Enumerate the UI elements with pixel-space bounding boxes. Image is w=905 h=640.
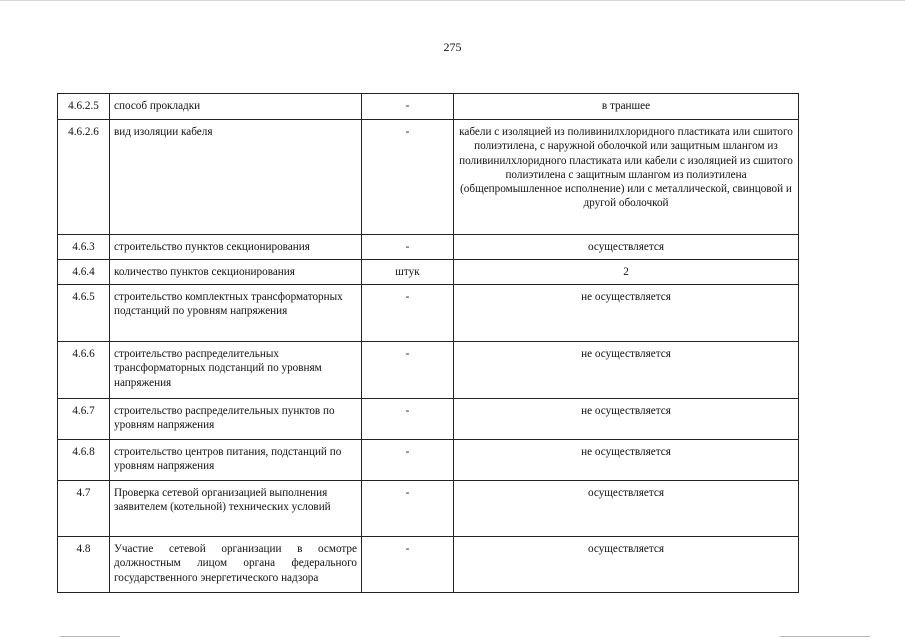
row-name: Участие сетевой организации в осмотре должностным лицом органа федерального государственного энергетического надзора [110,537,362,593]
row-number: 4.6.4 [58,260,110,285]
row-number: 4.6.8 [58,440,110,481]
table-row [58,260,799,285]
row-number: 4.6.3 [58,235,110,260]
table-row [58,120,799,235]
row-unit: штук [362,260,454,285]
row-name: способ прокладки [110,94,362,120]
row-number: 4.6.5 [58,285,110,342]
specification-table [57,93,799,593]
row-unit: - [362,537,454,593]
row-name: строительство пунктов секционирования [110,235,362,260]
row-unit: - [362,285,454,342]
row-value: 2 [454,260,799,285]
row-number: 4.6.6 [58,342,110,399]
row-value: не осуществляется [454,285,799,342]
row-value: не осуществляется [454,440,799,481]
row-unit: - [362,235,454,260]
row-value: кабели с изоляцией из поливинилхлоридного пластиката или сшитого полиэтилена, с наружной оболочкой или защитным шлангом из поливинилхлоридного пластиката или кабели с изоляцией из сшитого полиэтилена с защитным шлангом из полиэтилена (общепромышленное исполнение) или с металлической, свинцовой и другой оболочкой [454,120,799,235]
table-row [58,285,799,342]
row-name: вид изоляции кабеля [110,120,362,235]
row-number: 4.8 [58,537,110,593]
row-name: строительство распределительных трансформаторных подстанций по уровням напряжения [110,342,362,399]
page-number: 275 [443,40,462,54]
row-name: Проверка сетевой организацией выполнения заявителем (котельной) технических условий [110,481,362,537]
row-number: 4.6.7 [58,399,110,440]
table-row [58,399,799,440]
row-value: в траншее [454,94,799,120]
row-name: количество пунктов секционирования [110,260,362,285]
row-unit: - [362,342,454,399]
row-unit: - [362,120,454,235]
top-edge-line [0,0,905,1]
row-unit: - [362,94,454,120]
row-value: не осуществляется [454,399,799,440]
row-name: строительство комплектных трансформаторных подстанций по уровням напряжения [110,285,362,342]
row-unit: - [362,399,454,440]
row-unit: - [362,481,454,537]
row-number: 4.6.2.5 [58,94,110,120]
row-value: осуществляется [454,481,799,537]
row-unit: - [362,440,454,481]
table-row [58,537,799,593]
row-value: осуществляется [454,235,799,260]
bottom-edge-line-right [780,636,870,637]
table-row [58,440,799,481]
bottom-edge-line-left [60,636,120,637]
table-row [58,342,799,399]
row-number: 4.6.2.6 [58,120,110,235]
row-name: строительство центров питания, подстанций по уровням напряжения [110,440,362,481]
table-row [58,94,799,120]
row-value: не осуществляется [454,342,799,399]
table-row [58,235,799,260]
row-value: осуществляется [454,537,799,593]
row-name: строительство распределительных пунктов по уровням напряжения [110,399,362,440]
row-number: 4.7 [58,481,110,537]
table-row [58,481,799,537]
